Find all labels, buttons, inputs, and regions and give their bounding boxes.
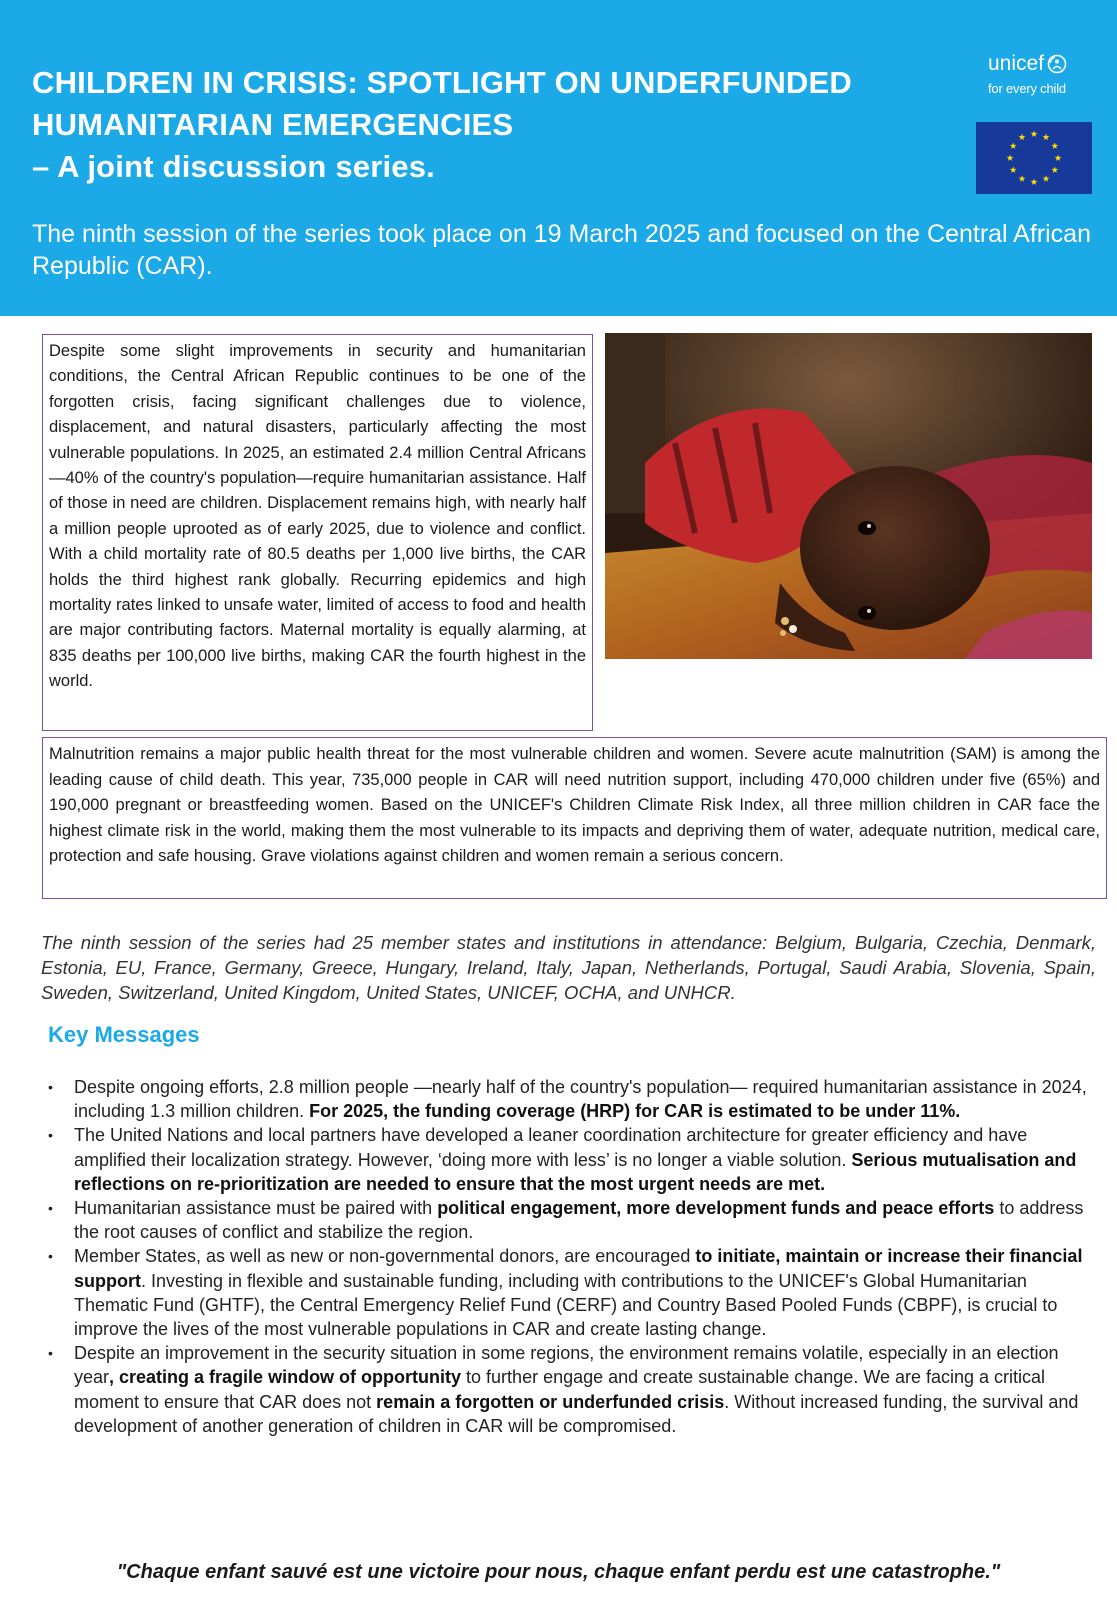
eu-star-icon xyxy=(1043,175,1050,182)
key-message-4: • Member States, as well as new or non-governmental donors, are encouraged to initiate, maintain or increase their financial support. Investing in flexible and sustainable funding, including with contributions to the UNICEF's Global Humanitarian Thematic Fund (GHTF), the Central Emergency Relief Fund (CERF) and Country Based Pooled Funds (CBPF), is crucial to improve the lives of the most vulnerable populations in CAR and create lasting change. xyxy=(46,1244,1096,1341)
key-message-1: • Despite ongoing efforts, 2.8 million people —nearly half of the country's population— required humanitarian assistance in 2024, including 1.3 million children. For 2025, the funding coverage (HRP) for CAR is estimated to be under 11%. xyxy=(46,1075,1096,1123)
nutrition-text-box xyxy=(42,737,1107,899)
title-line-2: HUMANITARIAN EMERGENCIES xyxy=(32,107,514,142)
eu-star-icon xyxy=(1051,142,1058,149)
eu-star-icon xyxy=(1055,154,1062,161)
key-messages-list xyxy=(46,1075,1096,1438)
closing-quote: "Chaque enfant sauvé est une victoire pour nous, chaque enfant perdu est une catastrophe." xyxy=(116,1561,1001,1583)
child-photo xyxy=(605,333,1092,659)
intro-text: Despite some slight improvements in security and humanitarian conditions, the Central African Republic continues to be one of the forgotten crisis, facing significant challenges due to violence, displacement, and natural disasters, particularly affecting the most vulnerable populations. In 2025, an estimated 2.4 million Central Africans—40% of the country's population—require humanitarian assistance. Half of those in need are children. Displacement remains high, with nearly half a million people uprooted as of early 2025, due to violence and conflict. With a child mortality rate of 80.5 deaths per 1,000 live births, the CAR holds the third highest rank globally. Recurring epidemics and high mortality rates linked to unsafe water, limited of access to food and health are major contributing factors. Maternal mortality is equally alarming, at 835 deaths per 100,000 live births, making CAR the fourth highest in the world. xyxy=(49,342,586,691)
intro-text-box xyxy=(42,334,593,731)
title-line-1: CHILDREN IN CRISIS: SPOTLIGHT ON UNDERFUNDED xyxy=(32,65,852,100)
eu-star-icon xyxy=(1031,130,1038,137)
key-message-3: • Humanitarian assistance must be paired with political engagement, more development funds and peace efforts to address the root causes of conflict and stabilize the region. xyxy=(46,1196,1096,1244)
unicef-globe-icon xyxy=(1047,54,1067,74)
key-message-2: • The United Nations and local partners have developed a leaner coordination architecture for greater efficiency and have amplified their localization strategy. However, ‘doing more with less’ is no longer a viable solution. Serious mutualisation and reflections on re-prioritization are needed to ensure that the most urgent needs are met. xyxy=(46,1123,1096,1196)
eu-star-icon xyxy=(1051,166,1058,173)
unicef-tagline: for every child xyxy=(988,81,1066,96)
eu-star-icon xyxy=(1007,154,1014,161)
eu-star-icon xyxy=(1031,178,1038,185)
child-resting-image xyxy=(605,333,1092,659)
eu-flag-logo xyxy=(976,122,1092,194)
eu-stars-icon xyxy=(976,122,1092,194)
eu-star-icon xyxy=(1010,142,1017,149)
eu-star-icon xyxy=(1010,166,1017,173)
header-banner xyxy=(0,0,1117,316)
eu-star-icon xyxy=(1043,134,1050,141)
title-line-3: – A joint discussion series. xyxy=(32,149,435,184)
eu-star-icon xyxy=(1019,175,1026,182)
eu-star-icon xyxy=(1019,134,1026,141)
session-subtitle: The ninth session of the series took place on 19 March 2025 and focused on the Central African Republic (CAR). xyxy=(32,220,1091,280)
nutrition-text: Malnutrition remains a major public health threat for the most vulnerable children and women. Severe acute malnutrition (SAM) is among the leading cause of child death. This year, 735,000 people in CAR will need nutrition support, including 470,000 children under five (65%) and 190,000 pregnant or breastfeeding women. Based on the UNICEF's Children Climate Risk Index, all three million children in CAR face the highest climate risk in the world, making them the most vulnerable to its impacts and depriving them of water, adequate nutrition, medical care, protection and safe housing. Grave violations against children and women remain a serious concern. xyxy=(49,745,1100,865)
key-messages-heading: Key Messages xyxy=(48,1022,200,1047)
unicef-logo xyxy=(988,52,1100,96)
key-message-5: • Despite an improvement in the security situation in some regions, the environment remains volatile, especially in an election year, creating a fragile window of opportunity to further engage and create sustainable change. We are facing a critical moment to ensure that CAR does not remain a forgotten or underfunded crisis. Without increased funding, the survival and development of another generation of children in CAR will be compromised. xyxy=(46,1341,1096,1438)
unicef-wordmark: unicef xyxy=(988,52,1045,75)
attendance-paragraph: The ninth session of the series had 25 member states and institutions in attendance: Belgium, Bulgaria, Czechia, Denmark, Estonia, EU, France, Germany, Greece, Hungary, Ireland, Italy, Japan, Netherlands, Portugal, Saudi Arabia, Slovenia, Spain, Sweden, Switzerland, United Kingdom, United States, UNICEF, OCHA, and UNHCR. xyxy=(41,932,1096,1003)
page-title xyxy=(32,62,952,188)
